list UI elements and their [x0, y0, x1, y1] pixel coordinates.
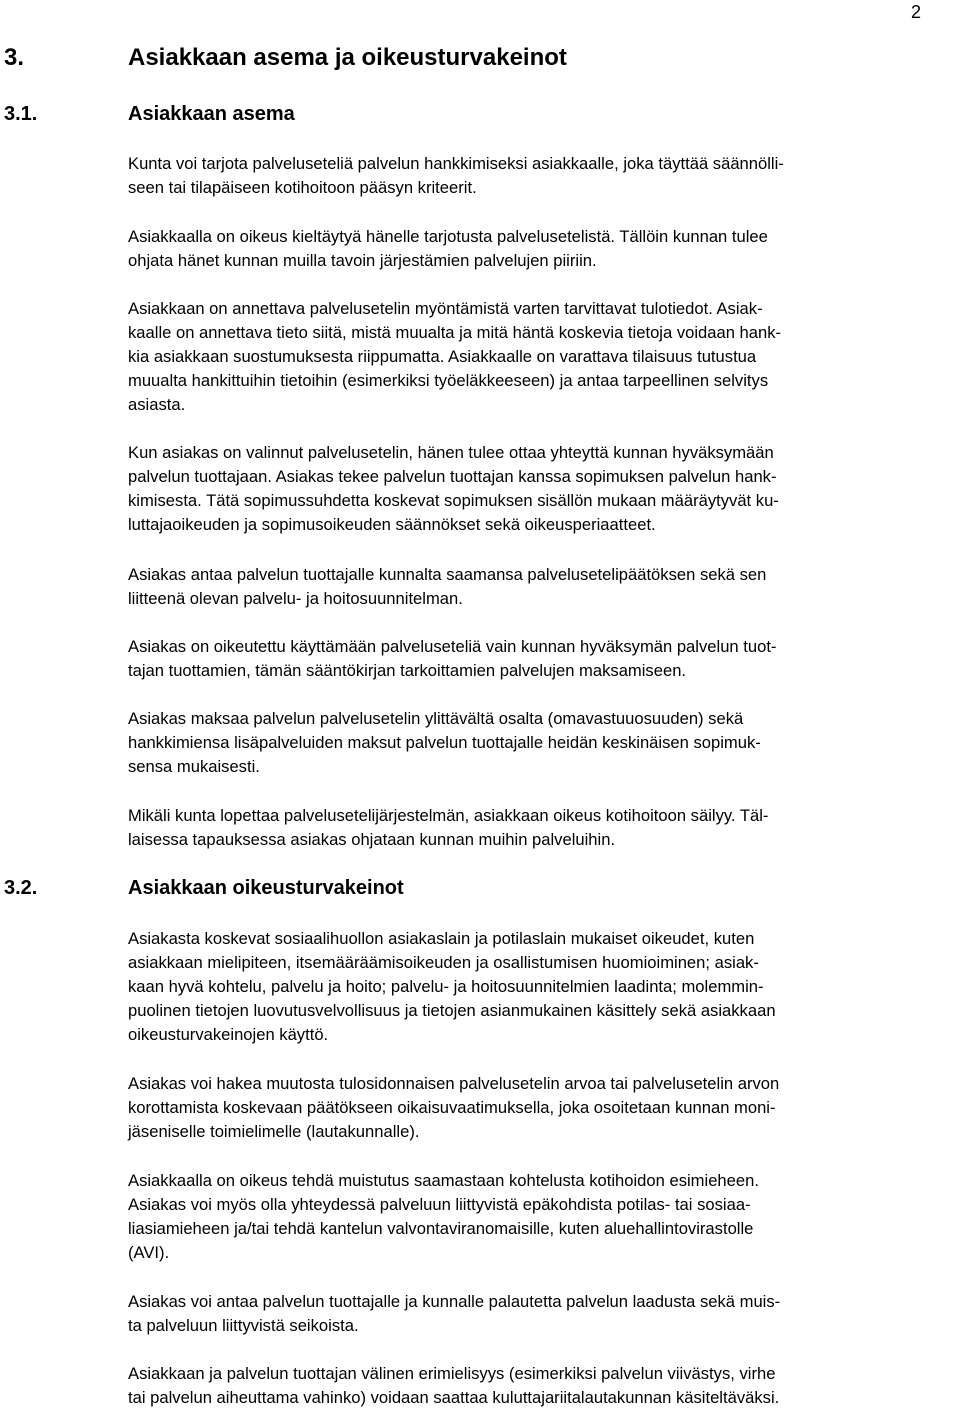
section-heading-3-1: [4, 100, 295, 128]
section-heading-3: [4, 42, 567, 74]
paragraph-line: liasiamieheen ja/tai tehdä kantelun valvontaviranomaisille, kuten aluehallintovirastolle: [128, 1219, 754, 1239]
paragraph-line: Asiakas voi hakea muutosta tulosidonnaisen palvelusetelin arvoa tai palvelusetelin arvon: [128, 1074, 780, 1093]
paragraph-line: asiakkaan mielipiteen, itsemääräämisoikeuden ja osallistumisen huomioiminen; asiak-: [128, 953, 759, 973]
paragraph-line: kaan hyvä kohtelu, palvelu ja hoito; palvelu- ja hoitosuunnitelmien laadinta; molemmin-: [128, 977, 764, 997]
paragraph-line: tajan tuottamien, tämän sääntökirjan tarkoittamien palvelujen maksamiseen.: [128, 661, 687, 681]
paragraph-line: (AVI).: [128, 1243, 170, 1263]
paragraph-line: kaalle on annettava tieto siitä, mistä muualta ja mitä häntä koskevia tietoja voidaan hank-: [128, 323, 782, 343]
paragraph-line: Asiakkaalla on oikeus kieltäytyä hänelle tarjotusta palvelusetelistä. Tällöin kunnan tulee: [128, 227, 768, 246]
paragraph-line: Asiakas voi myös olla yhteydessä palveluun liittyvistä epäkohdista potilas- tai sosiaa-: [128, 1195, 751, 1215]
paragraph: [128, 804, 958, 852]
paragraph-line: Kun asiakas on valinnut palvelusetelin, hänen tulee ottaa yhteyttä kunnan hyväksymään: [128, 443, 774, 462]
paragraph-line: laisessa tapauksessa asiakas ohjataan kunnan muihin palveluihin.: [128, 830, 616, 850]
paragraph: [128, 1169, 958, 1265]
paragraph-line: Asiakas voi antaa palvelun tuottajalle ja kunnalle palautetta palvelun laadusta sekä muis-: [128, 1292, 781, 1311]
paragraph-line: kia asiakkaan suostumuksesta riippumatta. Asiakkaalle on varattava tilaisuus tutustua: [128, 347, 757, 367]
section-title: Asiakkaan oikeusturvakeinot: [128, 877, 404, 899]
paragraph: [128, 1362, 958, 1410]
paragraph: [128, 297, 958, 417]
section-title: Asiakkaan asema: [128, 103, 295, 125]
paragraph-line: Asiakas maksaa palvelun palvelusetelin ylittävältä osalta (omavastuuosuuden) sekä: [128, 709, 744, 728]
paragraph-line: asiasta.: [128, 395, 186, 415]
paragraph-line: Asiakas antaa palvelun tuottajalle kunnalta saamansa palvelusetelipäätöksen sekä sen: [128, 565, 767, 584]
paragraph-line: ohjata hänet kunnan muilla tavoin järjestämien palvelujen piiriin.: [128, 251, 597, 271]
paragraph: [128, 1290, 958, 1338]
page-number: 2: [910, 2, 921, 22]
paragraph-line: hankkimiensa lisäpalveluiden maksut palvelun tuottajalle heidän keskinäisen sopimuk-: [128, 733, 761, 753]
paragraph-line: puolinen tietojen luovutusvelvollisuus ja tietojen asianmukainen käsittely sekä asiakkaan: [128, 1001, 776, 1021]
paragraph-line: korottamista koskevaan päätökseen oikaisuvaatimuksella, joka osoitetaan kunnan moni-: [128, 1098, 776, 1118]
section-number: 3.2.: [4, 877, 38, 899]
paragraph-line: ta palveluun liittyvistä seikoista.: [128, 1316, 359, 1336]
paragraph-line: tai palvelun aiheuttama vahinko) voidaan saattaa kuluttajariitalautakunnan käsiteltäväksi.: [128, 1388, 780, 1408]
paragraph: [128, 563, 958, 611]
section-heading-3-2: [4, 874, 404, 902]
paragraph-line: palvelun tuottajaan. Asiakas tekee palvelun tuottajan kanssa sopimuksen palvelun hank-: [128, 467, 777, 487]
paragraph-line: luttajaoikeuden ja sopimusoikeuden säännökset sekä oikeusperiaatteet.: [128, 515, 656, 535]
paragraph-line: jäseniselle toimielimelle (lautakunnalle).: [128, 1122, 420, 1142]
paragraph-line: sensa mukaisesti.: [128, 757, 260, 777]
section-title: Asiakkaan asema ja oikeusturvakeinot: [128, 44, 567, 71]
paragraph-line: Asiakkaan on annettava palvelusetelin myöntämistä varten tarvittavat tulotiedot. Asiak-: [128, 299, 763, 318]
section-number: 3.: [4, 44, 25, 71]
paragraph-line: Asiakas on oikeutettu käyttämään palveluseteliä vain kunnan hyväksymän palvelun tuot-: [128, 637, 777, 656]
paragraph: [128, 441, 958, 537]
paragraph-line: muualta hankittuihin tietoihin (esimerkiksi työeläkkeeseen) ja antaa tarpeellinen selvitys: [128, 371, 769, 391]
paragraph: [128, 1072, 958, 1144]
paragraph-line: liitteenä olevan palvelu- ja hoitosuunnitelman.: [128, 589, 463, 609]
paragraph: [128, 225, 958, 273]
paragraph-line: Kunta voi tarjota palveluseteliä palvelun hankkimiseksi asiakkaalle, joka täyttää säännölli-: [128, 154, 784, 173]
paragraph-line: Mikäli kunta lopettaa palvelusetelijärjestelmän, asiakkaan oikeus kotihoitoon säilyy. Täl-: [128, 806, 769, 825]
paragraph: [128, 927, 958, 1047]
paragraph-line: kimisesta. Tätä sopimussuhdetta koskevat sopimuksen sisällön mukaan määräytyvät ku-: [128, 491, 779, 511]
paragraph: [128, 707, 958, 779]
paragraph-line: Asiakkaalla on oikeus tehdä muistutus saamastaan kohtelusta kotihoidon esimieheen.: [128, 1171, 759, 1190]
paragraph-line: oikeusturvakeinojen käyttö.: [128, 1025, 329, 1045]
paragraph: [128, 152, 958, 200]
paragraph-line: Asiakasta koskevat sosiaalihuollon asiakaslain ja potilaslain mukaiset oikeudet, kuten: [128, 929, 755, 948]
paragraph: [128, 635, 958, 683]
paragraph-line: Asiakkaan ja palvelun tuottajan välinen erimielisyys (esimerkiksi palvelun viivästys, virhe: [128, 1364, 776, 1383]
section-number: 3.1.: [4, 103, 38, 125]
paragraph-line: seen tai tilapäiseen kotihoitoon pääsyn kriteerit.: [128, 178, 477, 198]
